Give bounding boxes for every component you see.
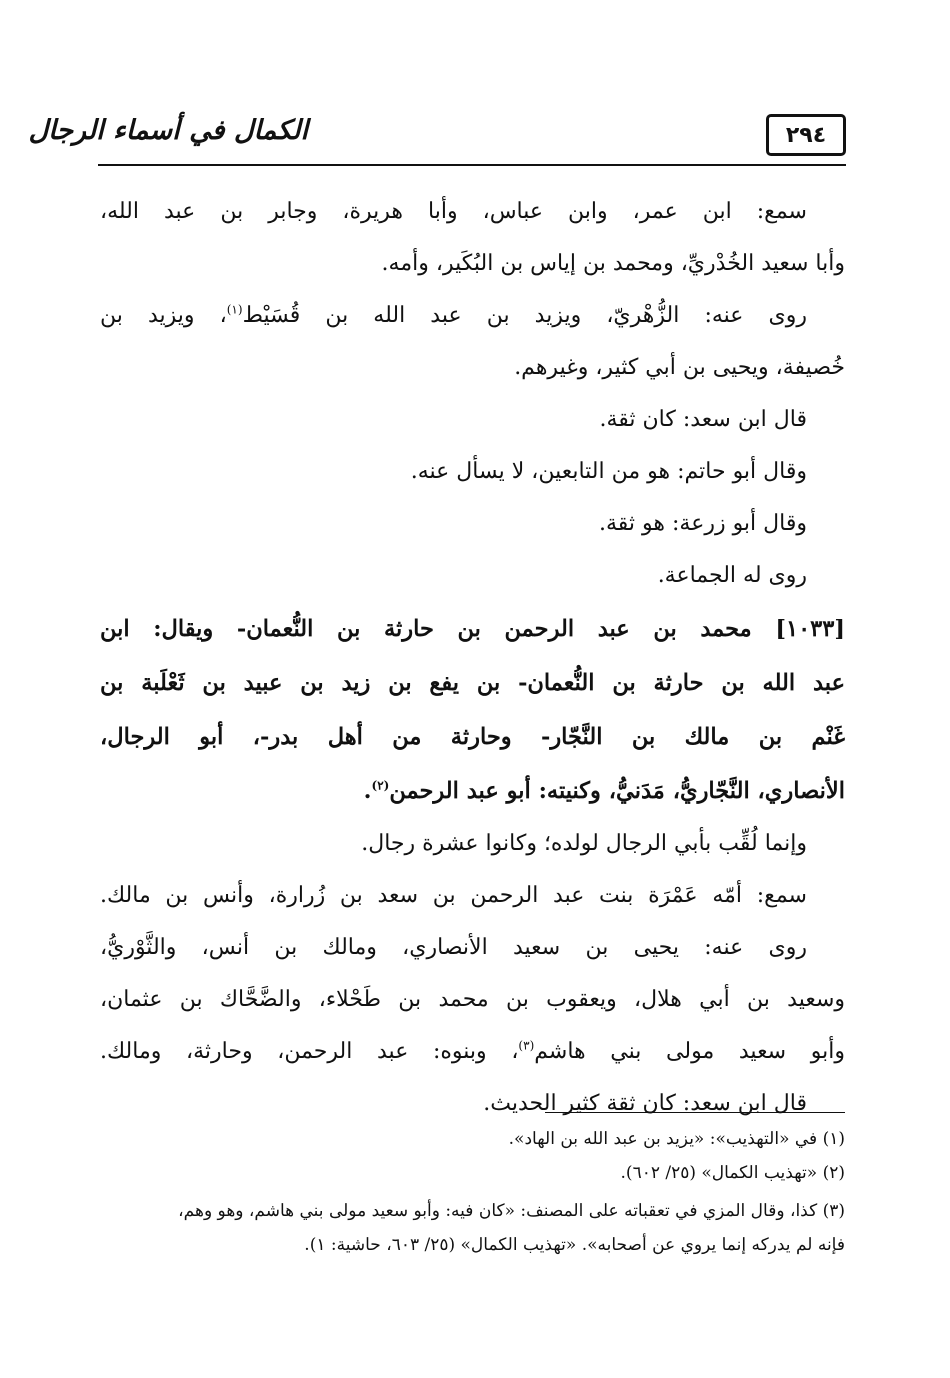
text-line: وإنما لُقِّب بأبي الرجال لولده؛ وكانوا عشرة رجال. [361, 831, 807, 856]
page-number-text: ٢٩٤ [785, 122, 827, 148]
text-line: وسعيد بن أبي هلال، ويعقوب بن محمد بن طَحْلاء، والضَّحَّاك بن عثمان، [100, 987, 845, 1012]
footnote-divider [545, 1112, 845, 1113]
book-title-calligraphy: الكمال في أسماء الرجال [28, 115, 308, 146]
text-line: قال ابن سعد: كان ثقة كثير الحديث. [483, 1091, 807, 1116]
text-line [100, 290, 845, 342]
text-span: روى عنه: الزُّهْريّ، ويزيد بن عبد الله بن قُسَيْط [242, 303, 807, 328]
text-span: . [363, 778, 372, 804]
entry-heading-line: عبد الله بن حارثة بن النُّعمان- بن يفع بن زيد بن عبيد بن ثَعْلَبة بن [100, 670, 845, 696]
text-span: ، ويزيد بن [100, 303, 227, 328]
text-line: سمع: ابن عمر، وابن عباس، وأبا هريرة، وجابر بن عبد الله، [100, 199, 807, 224]
footnotes [100, 1122, 845, 1262]
main-text [100, 186, 845, 1130]
footnote-1: (١) في «التهذيب»: «يزيد بن عبد الله بن الهاد». [508, 1129, 845, 1149]
text-line: قال ابن سعد: كان ثقة. [599, 407, 807, 432]
header-divider [98, 164, 846, 166]
text-line: وقال أبو زرعة: هو ثقة. [599, 511, 807, 536]
footnote-3-continued: فإنه لم يدركه إنما يروي عن أصحابه». «تهذيب الكمال» (٢٥/ ٦٠٣، حاشية: ١). [304, 1235, 845, 1255]
entry-heading-line: غَنْم بن مالك بن النَّجّار- وحارثة من أهل بدر-، أبو الرجال، [100, 724, 845, 750]
footnote-3: (٣) كذا، وقال المزي في تعقباته على المصنف: «كان فيه: وأبو سعيد مولى بني هاشم، وهو وهم، [178, 1201, 845, 1221]
text-span: الأنصاري، النَّجّاريُّ، مَدَنيُّ، وكنيته: أبو عبد الرحمن [389, 778, 845, 804]
footnote-ref-2: (٢) [371, 778, 390, 793]
text-line: وأبا سعيد الخُدْريِّ، ومحمد بن إياس بن البُكَير، وأمه. [381, 251, 845, 276]
text-line: روى عنه: يحيى بن سعيد الأنصاري، ومالك بن أنس، والثَّوْريُّ، [100, 935, 807, 960]
footnote-2: (٢) «تهذيب الكمال» (٢٥/ ٦٠٢). [620, 1163, 845, 1183]
footnote-ref-1: (١) [226, 302, 243, 317]
text-span: وأبو سعيد مولى بني هاشم [534, 1039, 845, 1064]
text-line: خُصيفة، ويحيى بن أبي كثير، وغيرهم. [514, 355, 845, 380]
text-line [100, 1026, 845, 1078]
text-span: ، وبنوه: عبد الرحمن، وحارثة، ومالك. [100, 1039, 519, 1064]
text-line: وقال أبو حاتم: هو من التابعين، لا يسأل عنه. [410, 459, 807, 484]
page-header [28, 100, 846, 166]
footnote-ref-3: (٣) [518, 1038, 535, 1053]
page-number [766, 114, 846, 156]
entry-heading-line [100, 764, 845, 818]
entry-heading-line: [١٠٣٣] محمد بن عبد الرحمن بن حارثة بن النُّعمان- ويقال: ابن [100, 616, 845, 642]
text-line: سمع: أمّه عَمْرَة بنت عبد الرحمن بن سعد بن زُرارة، وأنس بن مالك. [100, 883, 807, 908]
text-line: روى له الجماعة. [657, 563, 807, 588]
